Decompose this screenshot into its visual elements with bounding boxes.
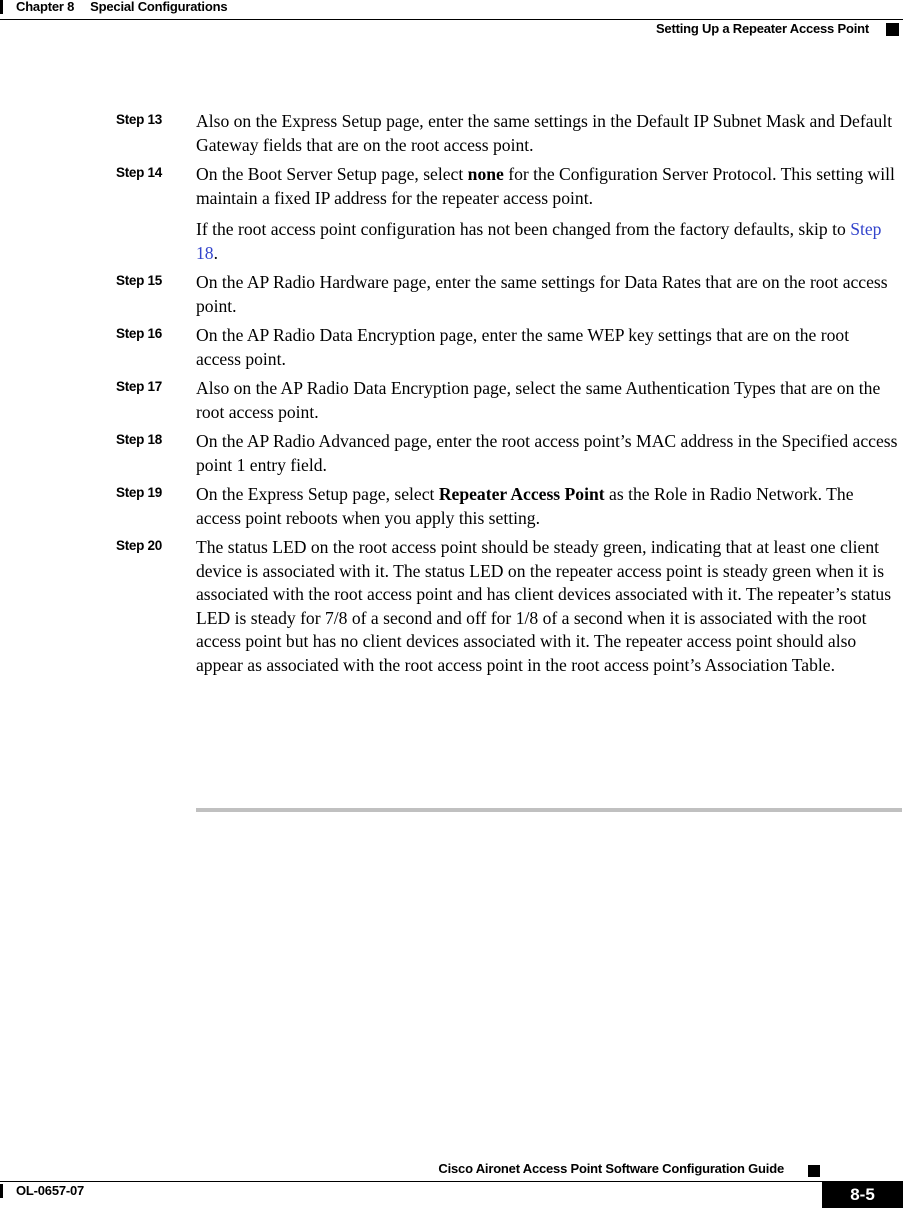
header-square (886, 23, 899, 36)
chapter-header (16, 0, 227, 14)
step-label: Step 18 (116, 432, 162, 447)
step-text-part: On the Express Setup page, select (196, 484, 439, 504)
chapter-number: Chapter 8 (16, 0, 75, 14)
step-text (196, 163, 898, 210)
header-rule (0, 19, 903, 20)
footer-square (808, 1165, 820, 1177)
step-text: Also on the Express Setup page, enter the same settings in the Default IP Subnet Mask and Default Gateway fields that are on the root access point. (196, 111, 893, 155)
guide-title: Cisco Aironet Access Point Software Configuration Guide (438, 1161, 784, 1176)
step-15 (116, 271, 898, 318)
step-text-bold: Repeater Access Point (438, 484, 605, 504)
chapter-title: Special Configurations (90, 0, 228, 14)
section-title: Setting Up a Repeater Access Point (655, 21, 869, 36)
step-text-part: On the Boot Server Setup page, select (196, 164, 468, 184)
procedure-steps (116, 110, 898, 683)
step-text-part: for the Configuration Server Protocol. This setting will maintain a fixed IP address for the repeater access point. (196, 164, 895, 208)
step-18 (116, 430, 898, 477)
step-label: Step 19 (116, 485, 162, 500)
step-14 (116, 163, 898, 265)
step-label: Step 14 (116, 165, 162, 180)
step-text: The status LED on the root access point should be steady green, indicating that at least one client device is associated with it. The status LED on the repeater access point is steady green when it is associated with the root access point and has client devices associated with it. The repeater’s status LED is steady for 7/8 of a second and off for 1/8 of a second when it is associated with the root access point but has no client devices associated with it. The repeater access point should also appear as associated with the root access point in the root access point’s Association Table. (196, 537, 892, 675)
step-label: Step 13 (116, 112, 162, 127)
step-13 (116, 110, 898, 157)
step-text: On the AP Radio Hardware page, enter the same settings for Data Rates that are on the root access point. (196, 272, 888, 316)
step-text: On the AP Radio Advanced page, enter the root access point’s MAC address in the Specified access point 1 entry field. (196, 431, 898, 475)
doc-number: OL-0657-07 (16, 1183, 85, 1198)
step-label: Step 15 (116, 273, 162, 288)
step-text: Also on the AP Radio Data Encryption page, select the same Authentication Types that are on the root access point. (196, 378, 881, 422)
step-19 (116, 483, 898, 530)
step-text: On the AP Radio Data Encryption page, enter the same WEP key settings that are on the root access point. (196, 325, 850, 369)
step-16 (116, 324, 898, 371)
step-20 (116, 536, 898, 677)
footer-marker (0, 1184, 3, 1198)
step-label: Step 20 (116, 538, 162, 553)
step-18-link[interactable]: Step 18 (196, 219, 882, 263)
step-text (196, 483, 898, 530)
note-text: . (213, 242, 218, 263)
header-marker (0, 0, 3, 14)
step-label: Step 16 (116, 326, 162, 341)
footer-rule (0, 1181, 903, 1182)
step-text-bold: none (467, 164, 504, 184)
step-label: Step 17 (116, 379, 162, 394)
page-number: 8-5 (822, 1182, 903, 1208)
procedure-end-rule (196, 808, 902, 812)
step-note (196, 218, 898, 265)
note-text: If the root access point configuration has not been changed from the factory defaults, skip to (196, 219, 851, 239)
step-text-part: as the Role in Radio Network. The access point reboots when you apply this setting. (196, 484, 854, 528)
step-17 (116, 377, 898, 424)
